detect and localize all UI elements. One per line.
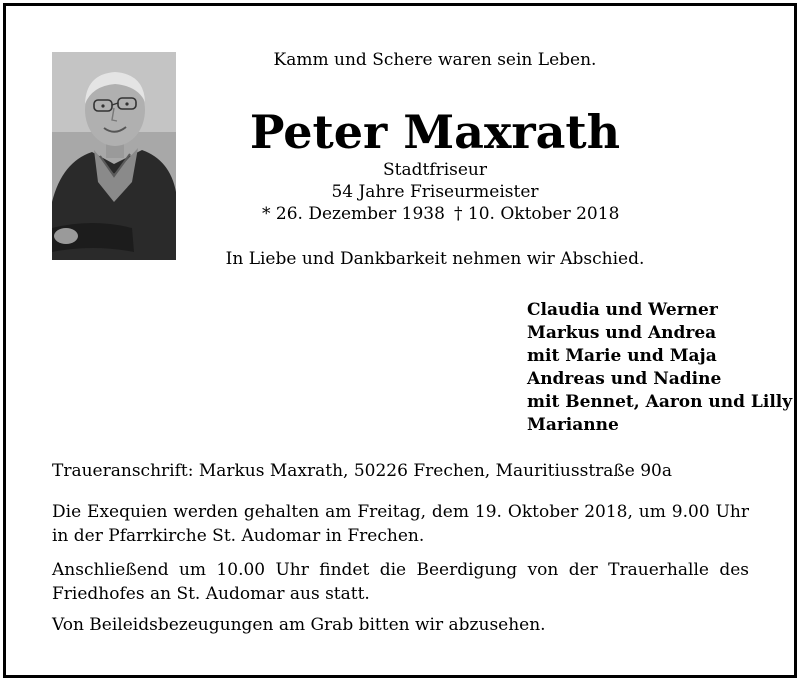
family-list <box>527 299 792 437</box>
exequien-text: Die Exequien werden gehalten am Freitag, dem 19. Oktober 2018, um 9.00 Uhr in der Pfarrkirche St. Audomar in Frechen. <box>52 502 749 546</box>
deceased-name: Peter Maxrath <box>249 105 621 159</box>
portrait-illustration <box>52 52 176 260</box>
family-member: Marianne <box>527 415 619 435</box>
burial-text: Anschließend um 10.00 Uhr findet die Beerdigung von der Trauerhalle des Friedhofes an St. Audomar aus statt. <box>52 560 749 604</box>
portrait-photo <box>52 52 176 260</box>
family-member: mit Marie und Maja <box>527 346 717 366</box>
family-member: Andreas und Nadine <box>527 369 722 389</box>
farewell-line: In Liebe und Dankbarkeit nehmen wir Abschied. <box>225 249 645 269</box>
family-member: Claudia und Werner <box>527 300 718 320</box>
profession: Stadtfriseur <box>382 160 488 180</box>
death-date: † 10. Oktober 2018 <box>454 204 620 224</box>
family-member: Markus und Andrea <box>527 323 717 343</box>
quote: Kamm und Schere waren sein Leben. <box>273 50 597 70</box>
birth-date: * 26. Dezember 1938 <box>262 204 445 224</box>
mourning-address: Traueranschrift: Markus Maxrath, 50226 Frechen, Mauritiusstraße 90a <box>52 461 673 481</box>
condolence-text: Von Beileidsbezeugungen am Grab bitten wir abzusehen. <box>52 615 546 635</box>
family-member: mit Bennet, Aaron und Lilly <box>527 392 793 412</box>
career: 54 Jahre Friseurmeister <box>331 182 539 202</box>
